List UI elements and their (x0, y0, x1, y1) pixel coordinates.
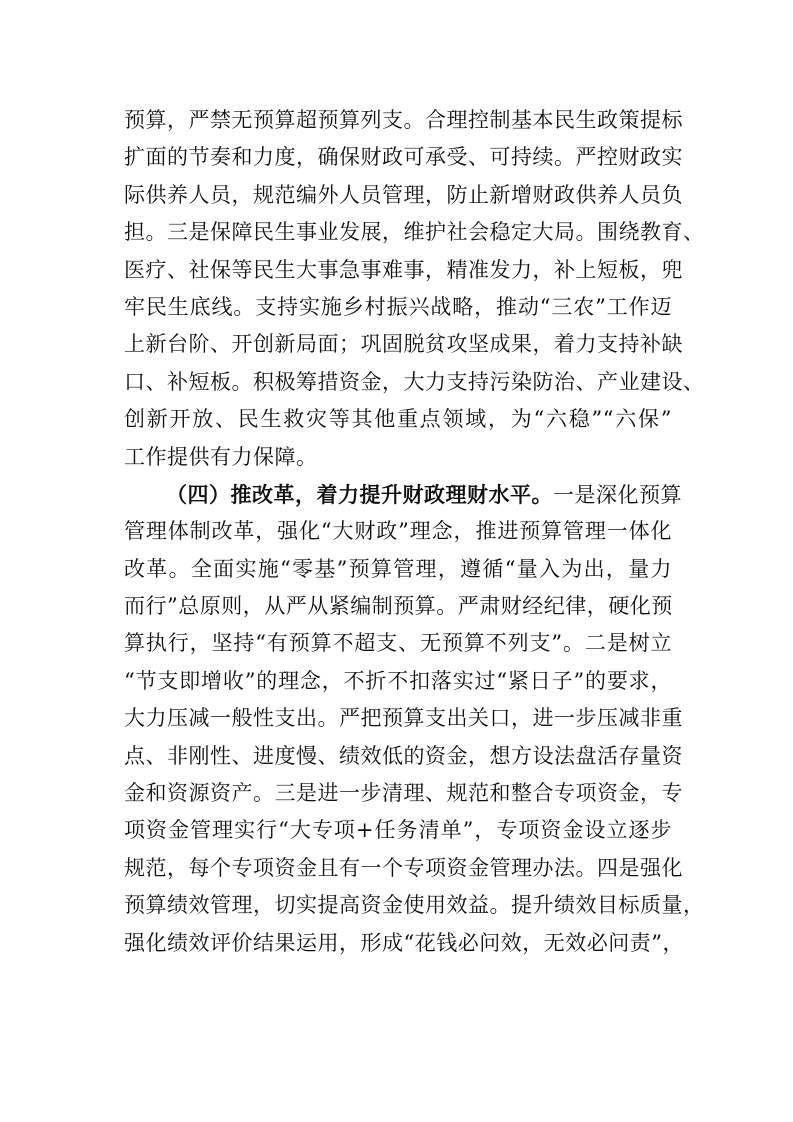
text-line: 而行”总原则，从严从紧编制预算。严肃财经纪律，硬化预 (124, 594, 673, 619)
paragraph-1 (124, 102, 705, 476)
section-heading: （四）推改革，着力提升财政理财水平。 (166, 481, 553, 507)
text-line: 强化绩效评价结果运用，形成“花钱必问效，无效必问责”， (124, 930, 684, 955)
text-line: 口、补短板。积极筹措资金，大力支持污染防治、产业建设、 (124, 369, 705, 394)
text-line: 上新台阶、开创新局面；巩固脱贫攻坚成果，着力支持补缺 (124, 332, 683, 357)
text-line: 预算，严禁无预算超预算列支。合理控制基本民生政策提标 (124, 108, 683, 132)
heading-line-rest: 一是深化预算 (553, 482, 682, 507)
text-line: 际供养人员，规范编外人员管理，防止新增财政供养人员负 (124, 182, 683, 207)
text-line: “节支即增收”的理念，不折不扣落实过“紧日子”的要求， (124, 668, 672, 693)
text-line: 金和资源资产。三是进一步清理、规范和整合专项资金，专 (124, 781, 683, 806)
text-line: 工作提供有力保障。 (124, 444, 318, 469)
text-line: 创新开放、民生救灾等其他重点领域，为“六稳”“六保” (124, 407, 672, 432)
text-line: 医疗、社保等民生大事急事难事，精准发力，补上短板，兜 (124, 257, 683, 282)
text-line: 大力压减一般性支出。严把预算支出关口，进一步压减非重 (124, 706, 683, 731)
text-line: 担。三是保障民生事业发展，维护社会稳定大局。围绕教育、 (124, 220, 705, 245)
text-line: 规范，每个专项资金且有一个专项资金管理办法。四是强化 (124, 855, 683, 880)
text-line: 改革。全面实施“零基”预算管理，遵循“量入为出，量力 (124, 556, 672, 581)
text-line: 算执行，坚持“有预算不超支、无预算不列支”。二是树立 (124, 631, 672, 656)
text-line: 管理体制改革，强化“大财政”理念，推进预算管理一体化 (124, 519, 672, 544)
text-line: 牢民生底线。支持实施乡村振兴战略，推动“三农”工作迈 (124, 294, 672, 319)
text-line-with-heading (124, 476, 682, 513)
text-line: 点、非刚性、进度慢、绩效低的资金，想方设法盘活存量资 (124, 743, 683, 768)
text-line: 项资金管理实行“大专项+任务清单”，专项资金设立逐步 (124, 818, 672, 843)
text-line: 预算绩效管理，切实提高资金使用效益。提升绩效目标质量， (124, 893, 705, 918)
body-text (124, 102, 705, 962)
paragraph-2 (124, 476, 705, 962)
text-line: 扩面的节奏和力度，确保财政可承受、可持续。严控财政实 (124, 145, 683, 170)
